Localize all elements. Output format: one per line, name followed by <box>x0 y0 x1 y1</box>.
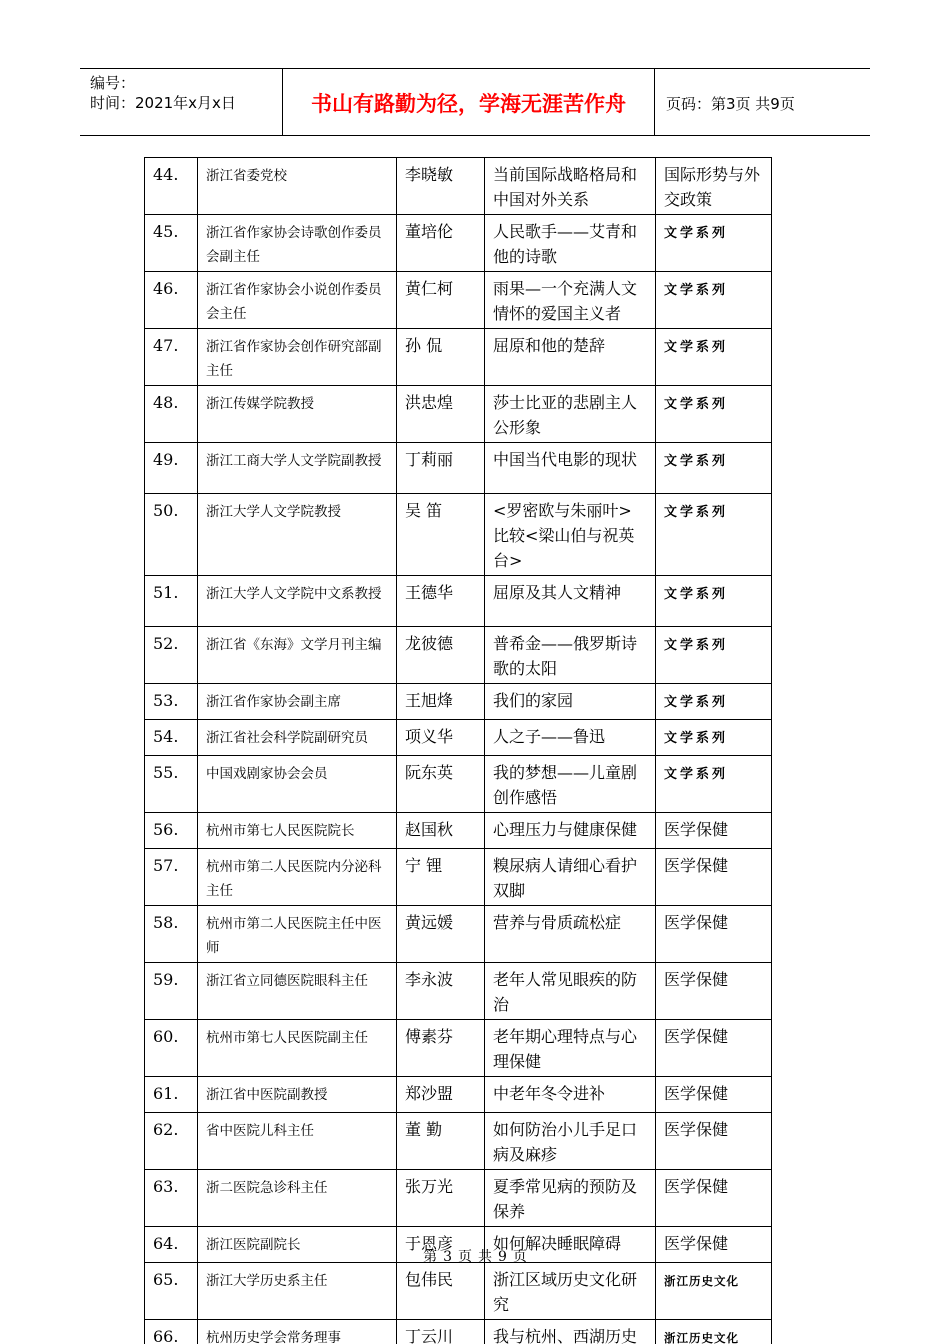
header-divider <box>654 69 655 135</box>
table-row <box>145 1020 772 1077</box>
table-row <box>145 215 772 272</box>
row-lecturer-name: 宁 锂 <box>397 849 485 906</box>
table-row <box>145 443 772 494</box>
row-organization: 浙二医院急诊科主任 <box>198 1170 397 1227</box>
row-lecture-topic: 莎士比亚的悲剧主人公形象 <box>485 386 656 443</box>
category-text: 医学保健 <box>664 1084 729 1103</box>
table-row <box>145 1077 772 1113</box>
row-lecturer-name: 董培伦 <box>397 215 485 272</box>
table-row <box>145 963 772 1020</box>
category-text: 医学保健 <box>664 970 729 989</box>
row-lecture-topic: 心理压力与健康保健 <box>485 813 656 849</box>
row-category <box>656 272 772 329</box>
table-row <box>145 494 772 576</box>
category-text: 文学系列 <box>664 587 729 602</box>
footer-page-number: 3 <box>443 1249 452 1265</box>
row-number: 56. <box>145 813 198 849</box>
row-organization: 浙江工商大学人文学院副教授 <box>198 443 397 494</box>
row-organization: 杭州市第二人民医院主任中医师 <box>198 906 397 963</box>
row-organization: 浙江医院副院长 <box>198 1227 397 1263</box>
row-organization: 浙江大学历史系主任 <box>198 1263 397 1320</box>
row-lecture-topic: 人民歌手——艾青和他的诗歌 <box>485 215 656 272</box>
row-organization: 浙江省社会科学院副研究员 <box>198 720 397 756</box>
category-text: 文学系列 <box>664 731 729 746</box>
row-organization: 浙江省《东海》文学月刊主编 <box>198 627 397 684</box>
category-text: 文学系列 <box>664 454 729 469</box>
category-text: 文学系列 <box>664 397 729 412</box>
row-category <box>656 906 772 963</box>
row-category <box>656 1113 772 1170</box>
row-lecture-topic: <罗密欧与朱丽叶>比较<梁山伯与祝英台> <box>485 494 656 576</box>
row-organization: 浙江省委党校 <box>198 158 397 215</box>
row-organization: 浙江省作家协会副主席 <box>198 684 397 720</box>
table-row <box>145 1263 772 1320</box>
row-lecturer-name: 洪忠煌 <box>397 386 485 443</box>
row-lecture-topic: 老年人常见眼疾的防治 <box>485 963 656 1020</box>
page-footer <box>0 1246 950 1266</box>
row-category <box>656 158 772 215</box>
row-lecturer-name: 张万光 <box>397 1170 485 1227</box>
row-category <box>656 386 772 443</box>
row-organization: 浙江省中医院副教授 <box>198 1077 397 1113</box>
row-organization: 浙江大学人文学院中文系教授 <box>198 576 397 627</box>
row-organization: 杭州市第二人民医院内分泌科主任 <box>198 849 397 906</box>
category-text: 国际形势与外交政策 <box>664 165 761 209</box>
category-text: 医学保健 <box>664 856 729 875</box>
row-number: 55. <box>145 756 198 813</box>
row-organization: 浙江省作家协会诗歌创作委员会副主任 <box>198 215 397 272</box>
row-category <box>656 1020 772 1077</box>
row-lecture-topic: 我与杭州、西湖历史 <box>485 1320 656 1344</box>
category-text: 文学系列 <box>664 340 729 355</box>
table-row <box>145 756 772 813</box>
row-lecturer-name: 董 勤 <box>397 1113 485 1170</box>
row-number: 54. <box>145 720 198 756</box>
footer-text: 页 <box>512 1249 527 1265</box>
row-lecturer-name: 丁云川 <box>397 1320 485 1344</box>
row-lecture-topic: 我们的家园 <box>485 684 656 720</box>
row-category <box>656 849 772 906</box>
footer-text: 第 <box>423 1249 438 1265</box>
table-row <box>145 329 772 386</box>
row-lecture-topic: 如何解决睡眠障碍 <box>485 1227 656 1263</box>
row-lecturer-name: 王旭烽 <box>397 684 485 720</box>
row-organization: 浙江省作家协会小说创作委员会主任 <box>198 272 397 329</box>
row-number: 59. <box>145 963 198 1020</box>
row-lecture-topic: 营养与骨质疏松症 <box>485 906 656 963</box>
category-text: 医学保健 <box>664 1234 729 1253</box>
row-organization: 浙江传媒学院教授 <box>198 386 397 443</box>
category-text: 浙江历史文化 <box>664 1331 739 1344</box>
category-text: 文学系列 <box>664 695 729 710</box>
category-text: 医学保健 <box>664 913 729 932</box>
row-lecturer-name: 傅素芬 <box>397 1020 485 1077</box>
row-category <box>656 1170 772 1227</box>
time-label: 时间：2021年x月x日 <box>90 94 236 112</box>
row-category <box>656 627 772 684</box>
row-category <box>656 215 772 272</box>
table-row <box>145 906 772 963</box>
row-category <box>656 576 772 627</box>
row-number: 65. <box>145 1263 198 1320</box>
row-lecture-topic: 中老年冬令进补 <box>485 1077 656 1113</box>
category-text: 文学系列 <box>664 283 729 298</box>
row-lecture-topic: 普希金——俄罗斯诗歌的太阳 <box>485 627 656 684</box>
row-lecture-topic: 如何防治小儿手足口病及麻疹 <box>485 1113 656 1170</box>
row-number: 47. <box>145 329 198 386</box>
row-number: 61. <box>145 1077 198 1113</box>
row-lecture-topic: 浙江区域历史文化研究 <box>485 1263 656 1320</box>
row-lecture-topic: 当前国际战略格局和中国对外关系 <box>485 158 656 215</box>
row-category <box>656 329 772 386</box>
header-page-number: 页码：第3页 共9页 <box>666 95 795 113</box>
row-category <box>656 813 772 849</box>
row-organization: 中国戏剧家协会会员 <box>198 756 397 813</box>
footer-total-pages: 9 <box>498 1249 507 1265</box>
table-row <box>145 813 772 849</box>
row-organization: 杭州市第七人民医院副主任 <box>198 1020 397 1077</box>
category-text: 医学保健 <box>664 820 729 839</box>
row-number: 45. <box>145 215 198 272</box>
table-row <box>145 720 772 756</box>
row-number: 46. <box>145 272 198 329</box>
row-lecturer-name: 赵国秋 <box>397 813 485 849</box>
table-row <box>145 849 772 906</box>
footer-text: 共 <box>478 1249 492 1265</box>
table-row <box>145 684 772 720</box>
row-lecture-topic: 夏季常见病的预防及保养 <box>485 1170 656 1227</box>
category-text: 文学系列 <box>664 505 729 520</box>
row-organization: 浙江省立同德医院眼科主任 <box>198 963 397 1020</box>
row-organization: 杭州历史学会常务理事 <box>198 1320 397 1344</box>
category-text: 医学保健 <box>664 1120 729 1139</box>
table-row <box>145 627 772 684</box>
row-lecturer-name: 包伟民 <box>397 1263 485 1320</box>
category-text: 医学保健 <box>664 1027 729 1046</box>
page-header <box>80 68 870 136</box>
category-text: 文学系列 <box>664 638 729 653</box>
row-category <box>656 720 772 756</box>
row-number: 44. <box>145 158 198 215</box>
row-lecture-topic: 屈原和他的楚辞 <box>485 329 656 386</box>
header-meta <box>90 73 286 113</box>
row-lecturer-name: 李晓敏 <box>397 158 485 215</box>
row-lecturer-name: 丁莉丽 <box>397 443 485 494</box>
row-category <box>656 1320 772 1344</box>
table-row <box>145 1170 772 1227</box>
row-lecturer-name: 项义华 <box>397 720 485 756</box>
row-category <box>656 1263 772 1320</box>
row-category <box>656 443 772 494</box>
row-number: 58. <box>145 906 198 963</box>
row-organization: 浙江大学人文学院教授 <box>198 494 397 576</box>
row-number: 64. <box>145 1227 198 1263</box>
category-text: 浙江历史文化 <box>664 1274 739 1288</box>
row-number: 60. <box>145 1020 198 1077</box>
row-number: 50. <box>145 494 198 576</box>
row-category <box>656 684 772 720</box>
row-number: 57. <box>145 849 198 906</box>
category-text: 文学系列 <box>664 767 729 782</box>
row-lecture-topic: 雨果—一个充满人文情怀的爱国主义者 <box>485 272 656 329</box>
row-category <box>656 494 772 576</box>
row-lecture-topic: 人之子——鲁迅 <box>485 720 656 756</box>
table-row <box>145 272 772 329</box>
row-number: 52. <box>145 627 198 684</box>
row-category <box>656 1077 772 1113</box>
row-lecture-topic: 老年期心理特点与心理保健 <box>485 1020 656 1077</box>
row-number: 49. <box>145 443 198 494</box>
row-lecturer-name: 李永波 <box>397 963 485 1020</box>
row-organization: 浙江省作家协会创作研究部副主任 <box>198 329 397 386</box>
row-lecturer-name: 黄仁柯 <box>397 272 485 329</box>
row-organization: 省中医院儿科主任 <box>198 1113 397 1170</box>
row-lecturer-name: 阮东英 <box>397 756 485 813</box>
row-category <box>656 756 772 813</box>
table-row <box>145 386 772 443</box>
category-text: 医学保健 <box>664 1177 729 1196</box>
row-lecturer-name: 龙彼德 <box>397 627 485 684</box>
row-lecture-topic: 我的梦想——儿童剧创作感悟 <box>485 756 656 813</box>
row-number: 66. <box>145 1320 198 1344</box>
row-lecturer-name: 于恩彦 <box>397 1227 485 1263</box>
row-number: 51. <box>145 576 198 627</box>
row-number: 63. <box>145 1170 198 1227</box>
row-category <box>656 963 772 1020</box>
lecturer-table-body <box>145 158 772 1344</box>
table-row <box>145 1320 772 1344</box>
row-lecture-topic: 糗尿病人请细心看护双脚 <box>485 849 656 906</box>
header-motto: 书山有路勤为径，学海无涯苦作舟 <box>311 92 626 116</box>
row-lecturer-name: 吴 笛 <box>397 494 485 576</box>
serial-label: 编号： <box>90 74 136 92</box>
row-number: 62. <box>145 1113 198 1170</box>
row-number: 53. <box>145 684 198 720</box>
lecturer-table <box>144 157 772 1344</box>
row-number: 48. <box>145 386 198 443</box>
table-row <box>145 576 772 627</box>
row-lecture-topic: 中国当代电影的现状 <box>485 443 656 494</box>
table-row <box>145 1113 772 1170</box>
row-organization: 杭州市第七人民医院院长 <box>198 813 397 849</box>
row-lecturer-name: 王德华 <box>397 576 485 627</box>
row-lecturer-name: 孙 侃 <box>397 329 485 386</box>
footer-text: 页 <box>458 1249 472 1265</box>
table-row <box>145 158 772 215</box>
row-lecturer-name: 黄远媛 <box>397 906 485 963</box>
row-lecturer-name: 郑沙盟 <box>397 1077 485 1113</box>
row-lecture-topic: 屈原及其人文精神 <box>485 576 656 627</box>
category-text: 文学系列 <box>664 226 729 241</box>
